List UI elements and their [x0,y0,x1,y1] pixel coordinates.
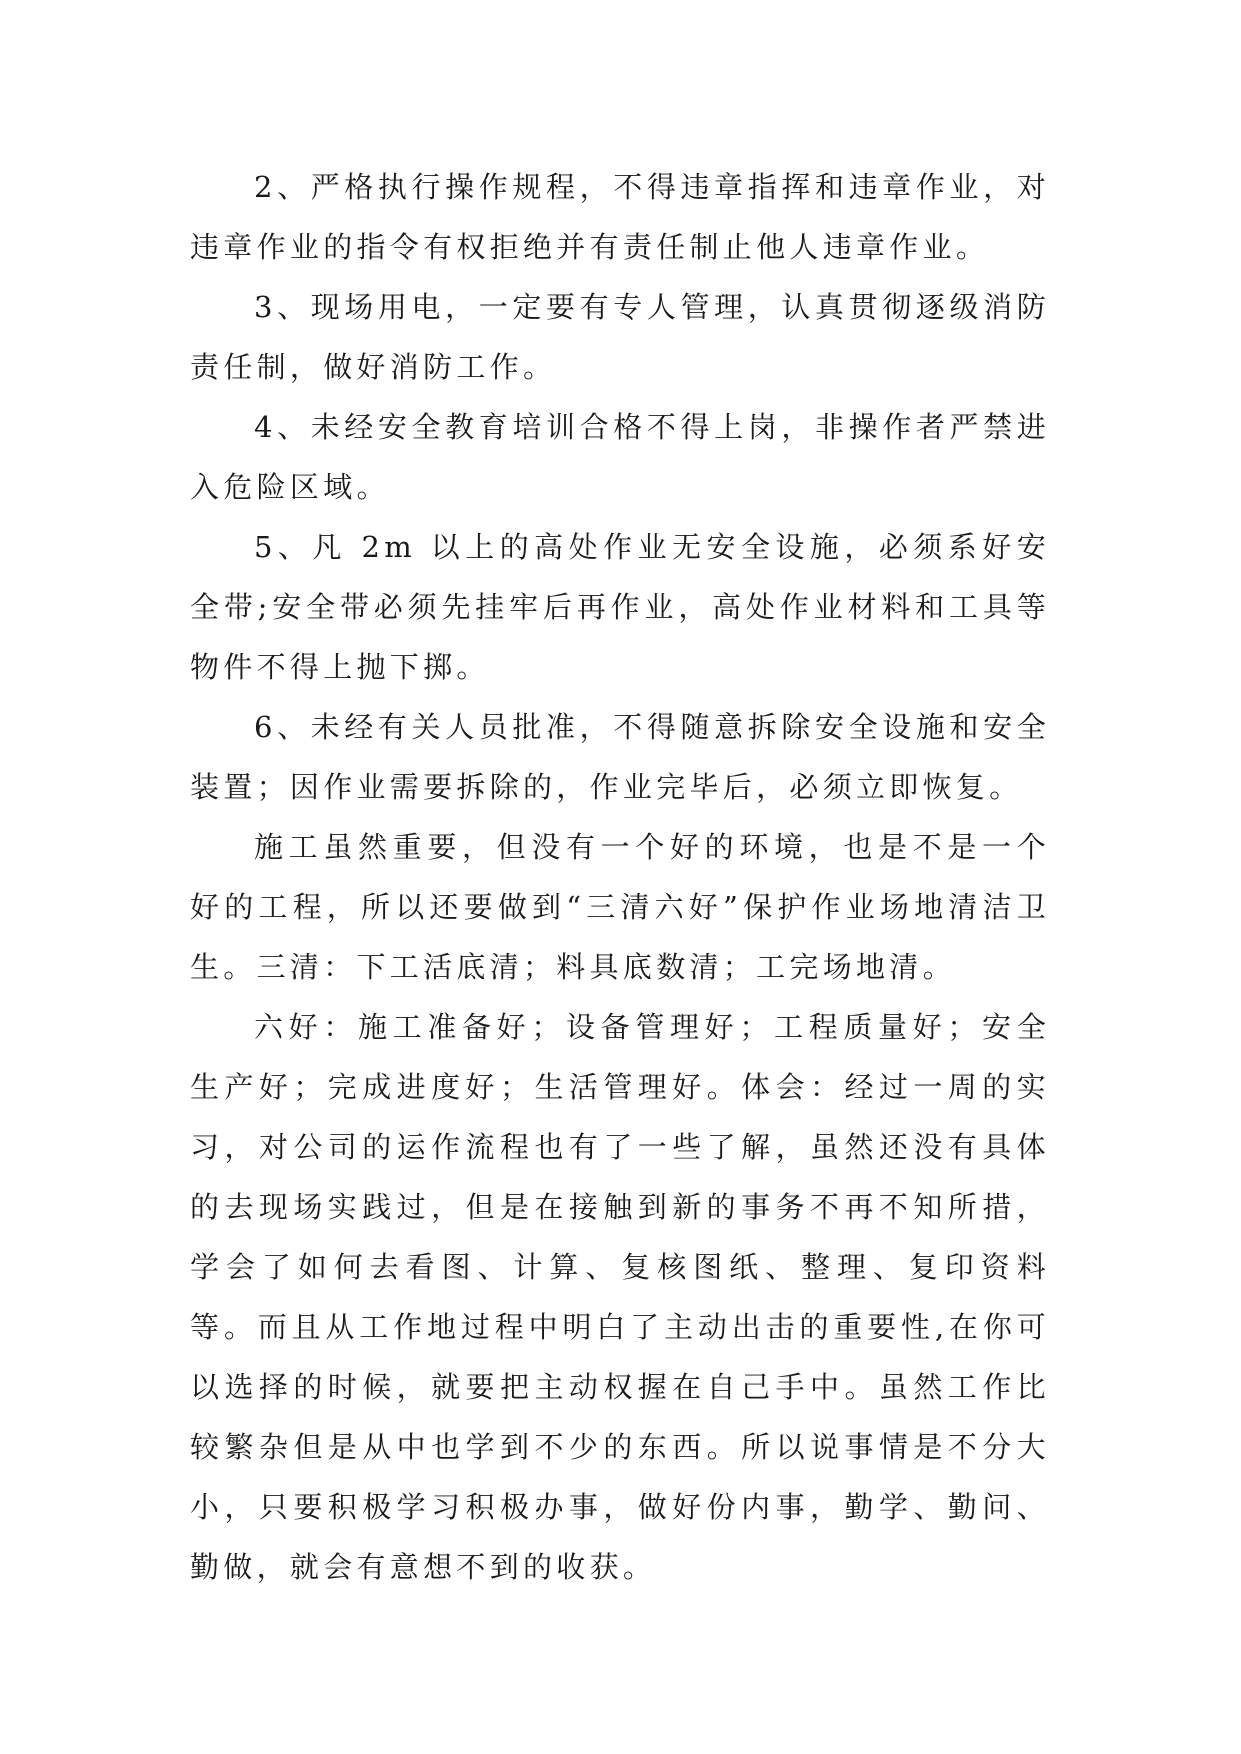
paragraph-item-5: 5、凡 2m 以上的高处作业无安全设施，必须系好安全带;安全带必须先挂牢后再作业，高处作业材料和工具等物件不得上抛下掷。 [190,530,1050,684]
paragraph-item-3: 3、现场用电，一定要有专人管理，认真贯彻逐级消防责任制，做好消防工作。 [190,290,1050,384]
document-body [190,157,1050,1597]
paragraph-construction-environment: 施工虽然重要，但没有一个好的环境，也是不是一个好的工程，所以还要做到“三清六好”保护作业场地清洁卫生。三清：下工活底清；料具底数清；工完场地清。 [190,830,1050,984]
paragraph-item-2: 2、严格执行操作规程，不得违章指挥和违章作业，对违章作业的指令有权拒绝并有责任制止他人违章作业。 [190,170,1050,264]
paragraph-item-6: 6、未经有关人员批准，不得随意拆除安全设施和安全装置；因作业需要拆除的，作业完毕后，必须立即恢复。 [190,710,1050,804]
paragraph-six-good-reflection: 六好：施工准备好；设备管理好；工程质量好；安全生产好；完成进度好；生活管理好。体会：经过一周的实习，对公司的运作流程也有了一些了解，虽然还没有具体的去现场实践过，但是在接触到新的事务不再不知所措，学会了如何去看图、计算、复核图纸、整理、复印资料等。而且从工作地过程中明白了主动出击的重要性,在你可以选择的时候，就要把主动权握在自己手中。虽然工作比较繁杂但是从中也学到不少的东西。所以说事情是不分大小，只要积极学习积极办事，做好份内事，勤学、勤问、勤做，就会有意想不到的收获。 [190,1010,1050,1584]
paragraph-item-4: 4、未经安全教育培训合格不得上岗，非操作者严禁进入危险区域。 [190,410,1050,504]
